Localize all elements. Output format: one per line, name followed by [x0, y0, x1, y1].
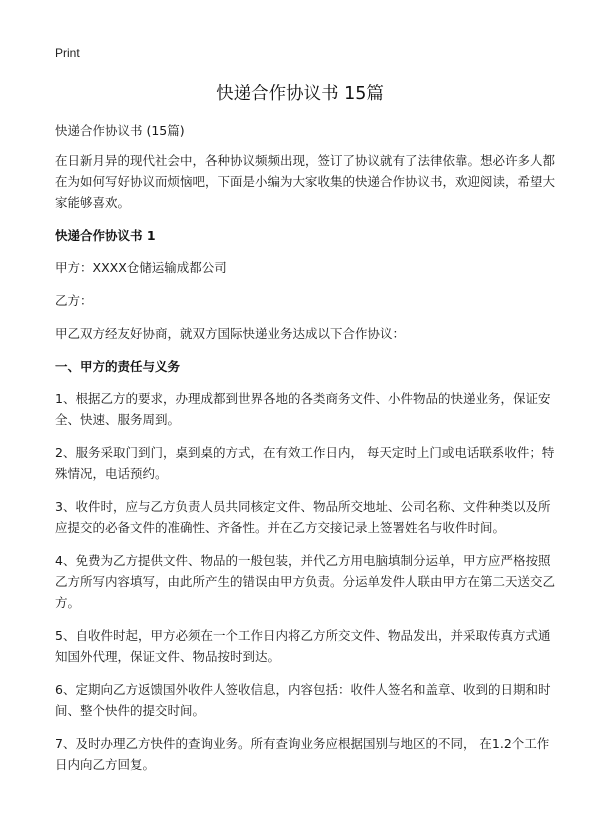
intro-paragraph: 在日新月异的现代社会中，各种协议频频出现，签订了协议就有了法律依靠。想必许多人都在为如何写好协议而烦恼吧，下面是小编为大家收集的快递合作协议书，欢迎阅读，希望大家能够喜欢。 — [55, 153, 556, 210]
clause-item-5: 5、自收件时起，甲方必须在一个工作日内将乙方所交文件、物品发出，并采取传真方式通知国外代理，保证文件、物品按时到达。 — [55, 628, 551, 664]
print-link[interactable]: Print — [55, 46, 80, 60]
document-title: 快递合作协议书 15篇 — [216, 84, 384, 104]
party-a-line: 甲方：XXXX仓储运输成都公司 — [55, 260, 227, 275]
section-title: 快递合作协议书 1 — [55, 228, 156, 243]
party-b-line: 乙方： — [55, 293, 93, 308]
clause-item-6: 6、定期向乙方返馈国外收件人签收信息，内容包括：收件人签名和盖章、收到的日期和时间、整个快件的提交时间。 — [55, 682, 551, 718]
preamble-paragraph: 甲乙双方经友好协商，就双方国际快递业务达成以下合作协议： — [55, 326, 406, 341]
clause-item-4: 4、免费为乙方提供文件、物品的一般包装，并代乙方用电脑填制分运单，甲方应严格按照乙方所写内容填写，由此所产生的错误由甲方负责。分运单发件人联由甲方在第二天送交乙方。 — [55, 553, 556, 610]
clause-heading: 一、甲方的责任与义务 — [55, 359, 181, 374]
clause-item-1: 1、根据乙方的要求，办理成都到世界各地的各类商务文件、小件物品的快递业务，保证安全、快速、服务周到。 — [55, 391, 551, 427]
document-body — [55, 120, 555, 787]
document-subtitle: 快递合作协议书 (15篇) — [55, 123, 185, 138]
clause-item-2: 2、服务采取门到门，桌到桌的方式，在有效工作日内， 每天定时上门或电话联系收件；特殊情况，电话预约。 — [55, 445, 555, 481]
clause-item-7: 7、及时办理乙方快件的查询业务。所有查询业务应根据国别与地区的不同， 在1.2个工作日内向乙方回复。 — [55, 736, 550, 772]
clause-item-3: 3、收件时，应与乙方负责人员共同核定文件、物品所交地址、公司名称、文件种类以及所应提交的必备文件的准确性、齐备性。并在乙方交接记录上签署姓名与收件时间。 — [55, 499, 551, 535]
